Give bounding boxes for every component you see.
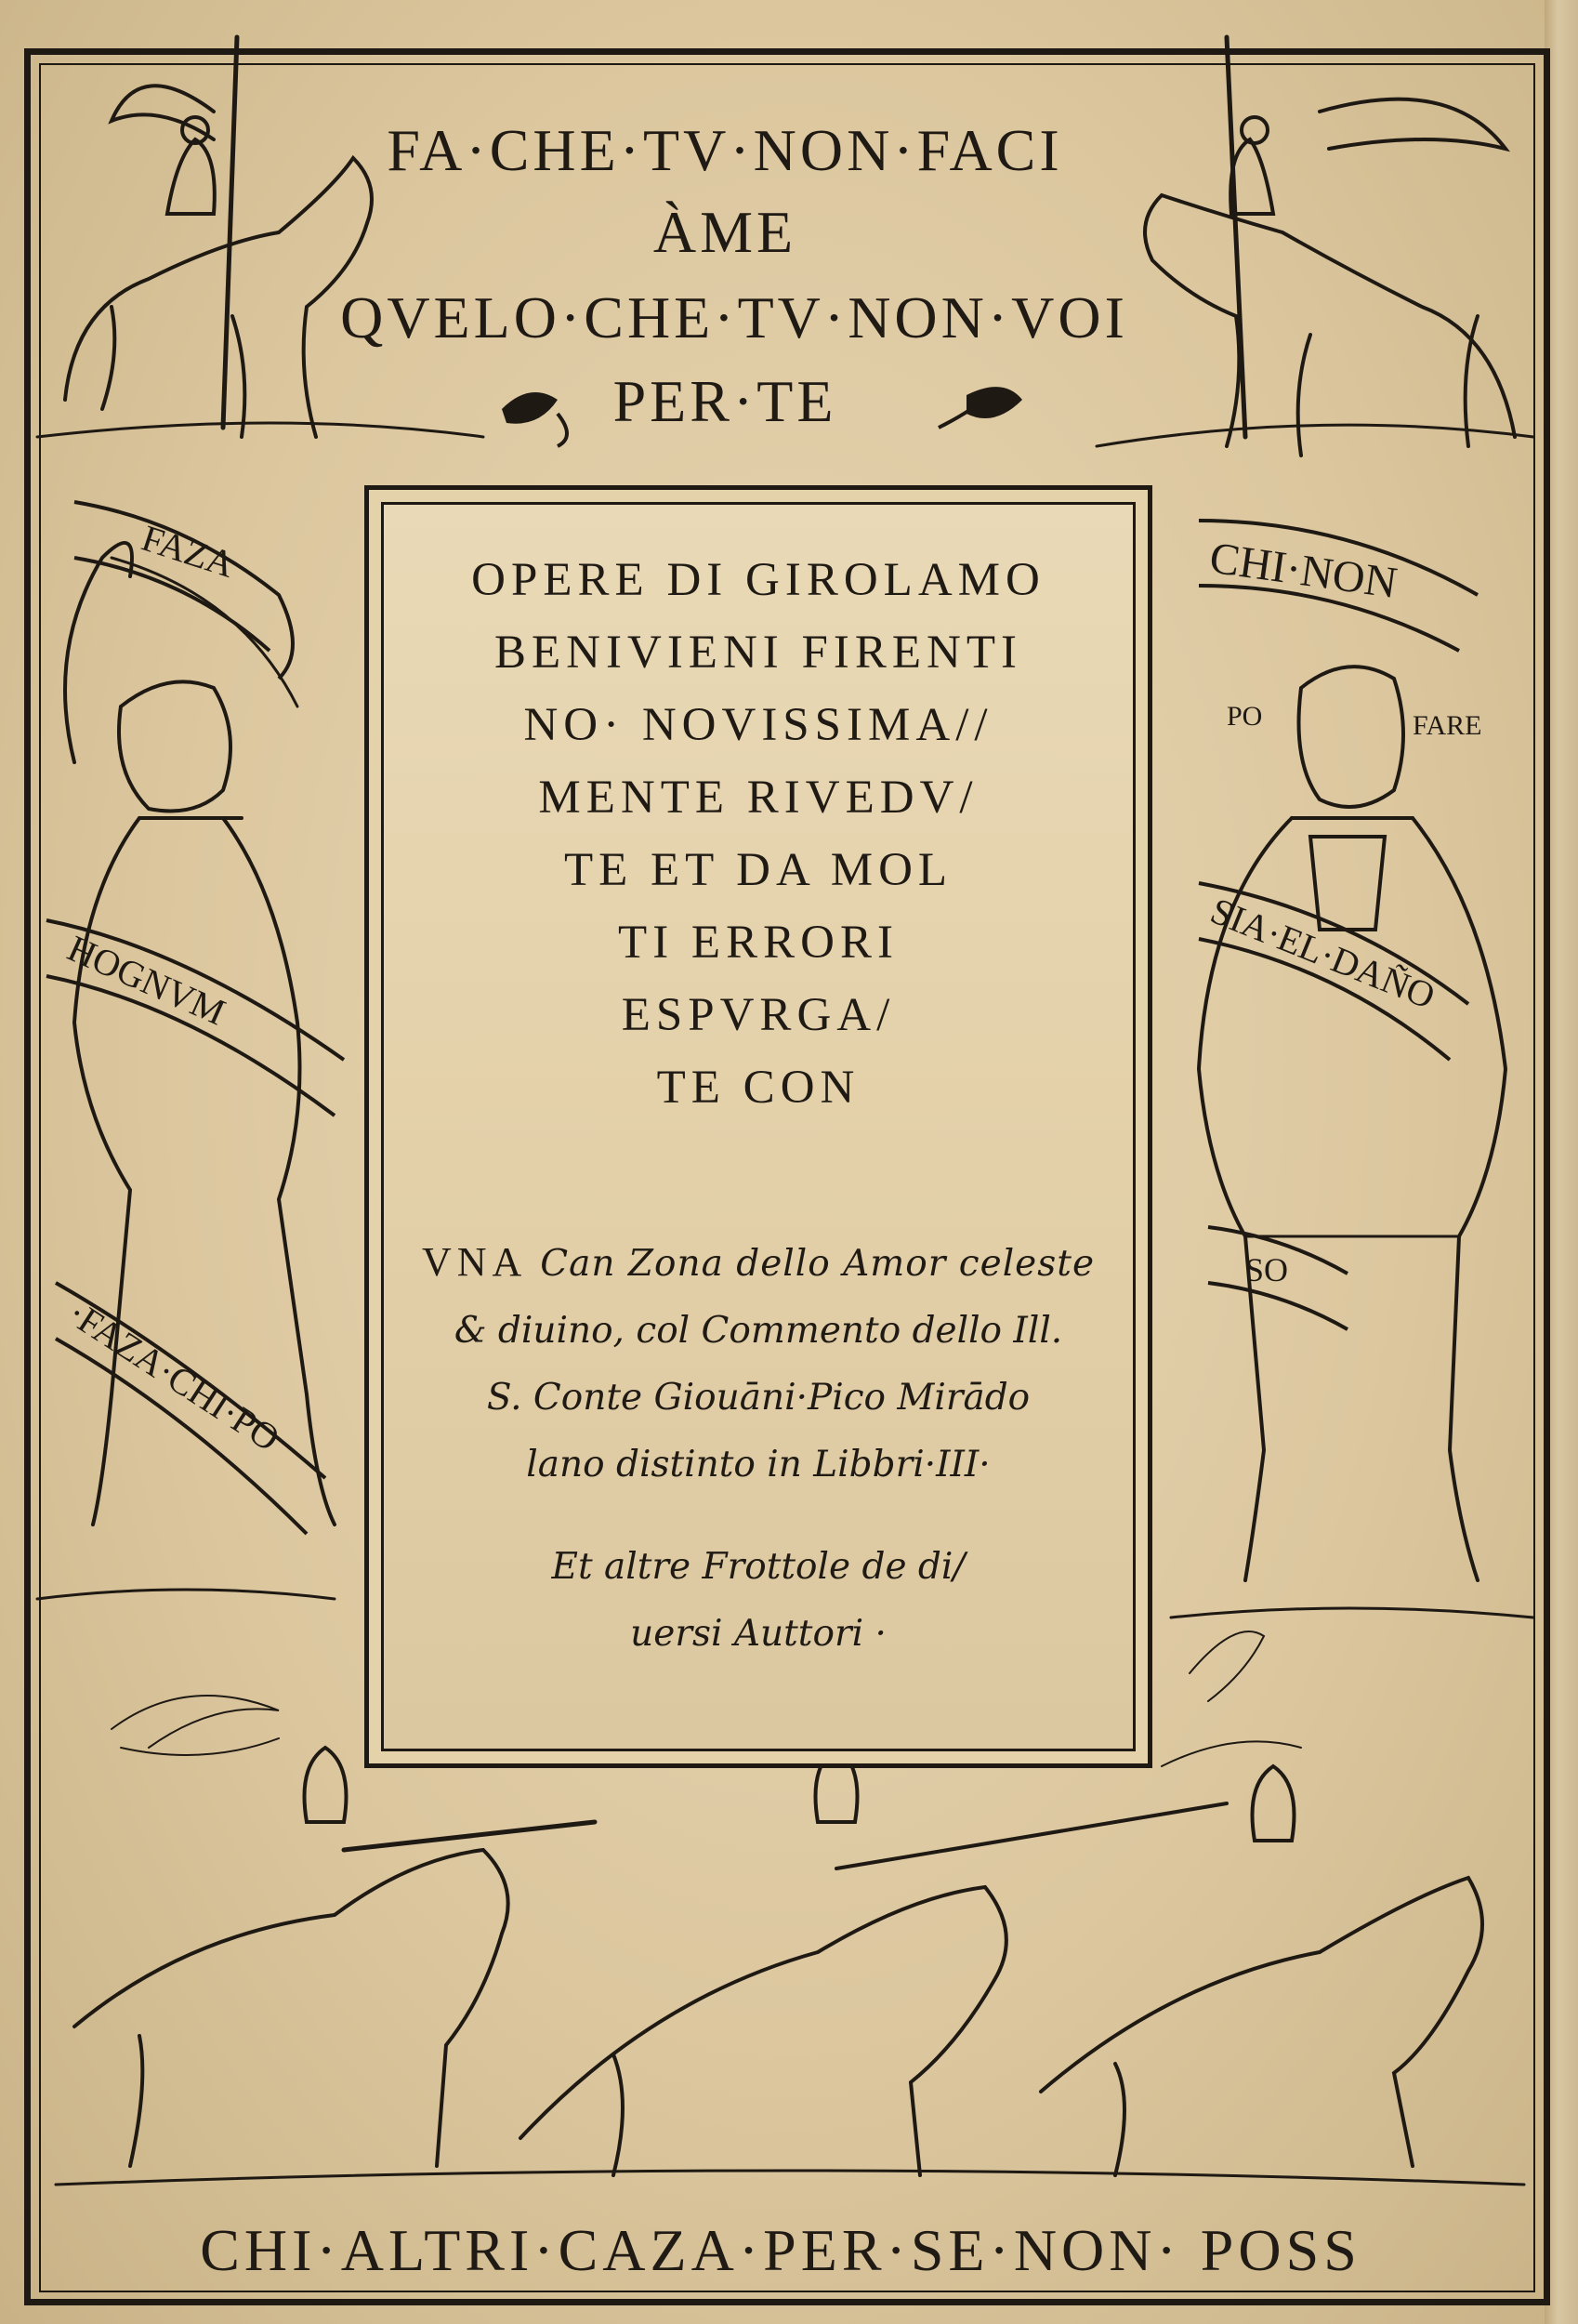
banner-faza: FAZA: [137, 516, 240, 586]
canzona-line-1: [381, 1229, 1136, 1298]
title-line-1: OPERE DI GIROLAMO: [471, 554, 1045, 606]
banner-hognvm: HOGNVM: [61, 927, 232, 1034]
canzona-description: [381, 1229, 1136, 1499]
canzona-line-3: S. Conte Giouāni·Pico Mirādo: [486, 1377, 1031, 1419]
banner-faza-chi-po: ·FAZA·CHI·PO: [60, 1291, 287, 1459]
top-motto-line-3: QVELO·CHE·TV·NON·VOI: [340, 284, 1128, 350]
banner-so: SO: [1245, 1251, 1289, 1288]
title-line-3: NO· NOVISSIMA//: [523, 699, 993, 751]
canzona-line-4: lano distinto in Libbri·III·: [526, 1444, 991, 1486]
banner-po: PO: [1227, 701, 1263, 732]
title-line-2: BENIVIENI FIRENTI: [494, 627, 1022, 679]
title-line-4: MENTE RIVEDV/: [538, 772, 979, 824]
title-line-5: TE ET DA MOL: [563, 844, 953, 896]
top-motto-line-1: FA·CHE·TV·NON·FACI: [387, 117, 1063, 183]
title-line-6: TI ERRORI: [618, 917, 899, 969]
top-motto-line-2: ÀME: [652, 199, 797, 265]
banner-sia-el-dano: SIA·EL·DAÑO: [1204, 889, 1441, 1018]
top-motto-line-4: PER·TE: [612, 368, 837, 434]
canzona-line-1-text: Can Zona dello Amor celeste: [540, 1243, 1096, 1285]
frottole-line-2: uersi Auttori ·: [630, 1613, 887, 1655]
banner-fare: FARE: [1413, 710, 1482, 741]
banner-chi-non: CHI·NON: [1206, 533, 1400, 609]
canzona-line-2: & diuino, col Commento dello Ill.: [454, 1310, 1063, 1352]
title-block: [381, 544, 1136, 1124]
frottole-line-1: Et altre Frottole de di/: [551, 1546, 966, 1588]
title-line-7: ESPVRGA/: [621, 989, 896, 1041]
frottole-note: [381, 1534, 1136, 1668]
bottom-motto: CHI·ALTRI·CAZA·PER·SE·NON· POSS: [200, 2217, 1361, 2283]
vna-word: VNA: [421, 1239, 528, 1285]
title-line-8: TE CON: [656, 1062, 861, 1114]
